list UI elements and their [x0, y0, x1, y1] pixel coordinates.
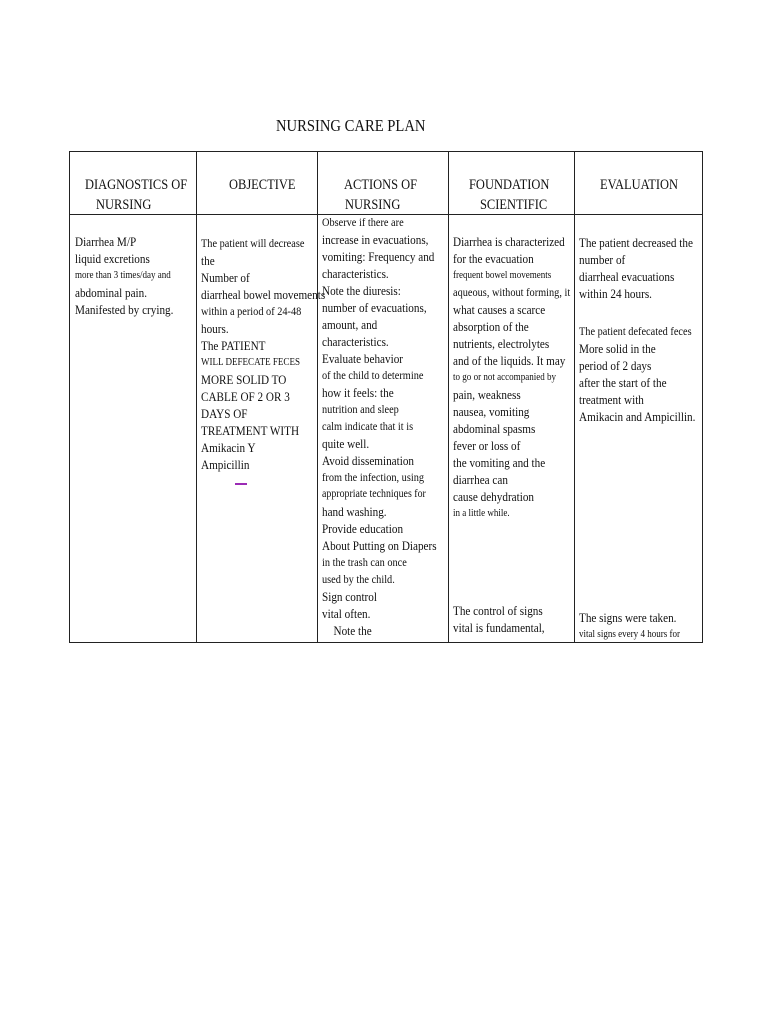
foundation-line: vital is fundamental, [453, 620, 545, 635]
actions-line: Observe if there are [322, 215, 404, 229]
actions-line: Avoid dissemination [322, 453, 415, 468]
actions-cell [322, 214, 455, 639]
diagnostics-line: liquid excretions [75, 251, 150, 266]
objective-line: CABLE OF 2 OR 3 [201, 389, 290, 404]
foundation-line: pain, weakness [453, 387, 521, 402]
foundation-line: the vomiting and the [453, 455, 546, 470]
column-divider [196, 152, 197, 642]
actions-line: Evaluate behavior [322, 351, 404, 366]
actions-line: calm indicate that it is [322, 419, 414, 433]
actions-line: Note the [322, 623, 361, 638]
evaluation-line: Amikacin and Ampicillin. [579, 409, 696, 424]
actions-line: used by the child. [322, 572, 395, 586]
actions-line: from the infection, using [322, 470, 425, 484]
actions-line: characteristics. [322, 266, 389, 281]
actions-line: characteristics. [322, 334, 389, 349]
evaluation-line: More solid in the [579, 341, 656, 356]
diagnostics-line: Manifested by crying. [75, 302, 174, 317]
actions-line: appropriate techniques for [322, 488, 426, 500]
foundation-line: cause dehydration [453, 489, 535, 504]
foundation-line: The control of signs [453, 603, 543, 618]
actions-line: number of evacuations, [322, 300, 427, 315]
header-actions-line1: ACTIONS OF [344, 177, 418, 193]
actions-line: nutrition and sleep [322, 402, 399, 416]
foundation-line: aqueous, without forming, it [453, 285, 571, 299]
actions-line: how it feels: the [322, 385, 394, 400]
objective-line: TREATMENT WITH [201, 423, 300, 438]
objective-line: DAYS OF [201, 406, 248, 421]
foundation-line: to go or not accompanied by [453, 372, 557, 383]
objective-line: MORE SOLID TO [201, 372, 287, 387]
actions-line: hand washing. [322, 504, 387, 519]
foundation-line: abdominal spasms [453, 421, 536, 436]
foundation-line: nutrients, electrolytes [453, 336, 550, 351]
page-title: NURSING CARE PLAN [276, 116, 426, 135]
foundation-line: absorption of the [453, 319, 529, 334]
actions-line: in the trash can once [322, 555, 407, 569]
foundation-line: diarrhea can [453, 472, 508, 487]
evaluation-line: The patient decreased the [579, 235, 693, 250]
header-evaluation-line1: EVALUATION [600, 177, 679, 193]
objective-line: Number of [201, 270, 250, 285]
header-objective-line1: OBJECTIVE [229, 177, 296, 193]
objective-line: The patient will decrease [201, 236, 305, 250]
header-foundation [469, 175, 562, 215]
actions-line: amount, and [322, 317, 378, 332]
evaluation-bottom-cell [579, 609, 697, 643]
objective-line: Amikacin Y [201, 440, 256, 455]
objective-line: diarrheal bowel movements [201, 287, 326, 302]
foundation-line: and of the liquids. It may [453, 353, 566, 368]
foundation-line: for the evacuation [453, 251, 534, 266]
diagnostics-cell [75, 233, 189, 318]
header-foundation-line2: SCIENTIFIC [480, 197, 548, 213]
purple-dash-mark [235, 483, 247, 485]
diagnostics-line: more than 3 times/day and [75, 270, 171, 281]
actions-line: of the child to determine [322, 368, 424, 382]
evaluation-line: The signs were taken. [579, 610, 677, 625]
header-actions [344, 175, 429, 215]
actions-line: increase in evacuations, [322, 232, 429, 247]
evaluation-line: vital signs every 4 hours for [579, 629, 681, 640]
foundation-line: frequent bowel movements [453, 270, 552, 281]
objective-line: The PATIENT [201, 338, 266, 353]
actions-line: About Putting on Diapers [322, 538, 437, 553]
evaluation-line: after the start of the [579, 375, 667, 390]
evaluation-mid-cell [579, 323, 714, 425]
objective-line: Ampicillin [201, 457, 250, 472]
foundation-line: what causes a scarce [453, 302, 546, 317]
actions-line: vital often. [322, 606, 371, 621]
evaluation-line: number of [579, 252, 626, 267]
foundation-bottom-cell [453, 602, 560, 636]
evaluation-line: The patient defecated feces [579, 324, 692, 338]
objective-line: hours. [201, 321, 229, 336]
foundation-line: Diarrhea is characterized [453, 234, 565, 249]
evaluation-line: treatment with [579, 392, 644, 407]
actions-line: Note the diuresis: [322, 283, 401, 298]
actions-line: quite well. [322, 436, 370, 451]
evaluation-cell [579, 234, 711, 302]
foundation-cell [453, 233, 589, 522]
actions-line: Sign control [322, 589, 377, 604]
header-evaluation [600, 175, 691, 195]
foundation-line: nausea, vomiting [453, 404, 530, 419]
objective-line: WILL DEFECATE FECES [201, 357, 300, 368]
header-actions-line2: NURSING [345, 197, 401, 213]
diagnostics-line: abdominal pain. [75, 285, 148, 300]
header-foundation-line1: FOUNDATION [469, 177, 550, 193]
actions-line: Provide education [322, 521, 404, 536]
header-objective [229, 175, 306, 195]
foundation-line: fever or loss of [453, 438, 521, 453]
header-diagnostics-line1: DIAGNOSTICS OF [85, 177, 188, 193]
foundation-line: in a little while. [453, 508, 510, 519]
header-diagnostics [85, 175, 204, 215]
evaluation-line: within 24 hours. [579, 286, 652, 301]
actions-line: vomiting: Frequency and [322, 249, 435, 264]
header-diagnostics-line2: NURSING [96, 197, 152, 213]
objective-line: within a period of 24-48 [201, 304, 302, 318]
objective-line: the [201, 253, 215, 268]
evaluation-line: diarrheal evacuations [579, 269, 675, 284]
diagnostics-line: Diarrhea M/P [75, 234, 137, 249]
evaluation-line: period of 2 days [579, 358, 652, 373]
